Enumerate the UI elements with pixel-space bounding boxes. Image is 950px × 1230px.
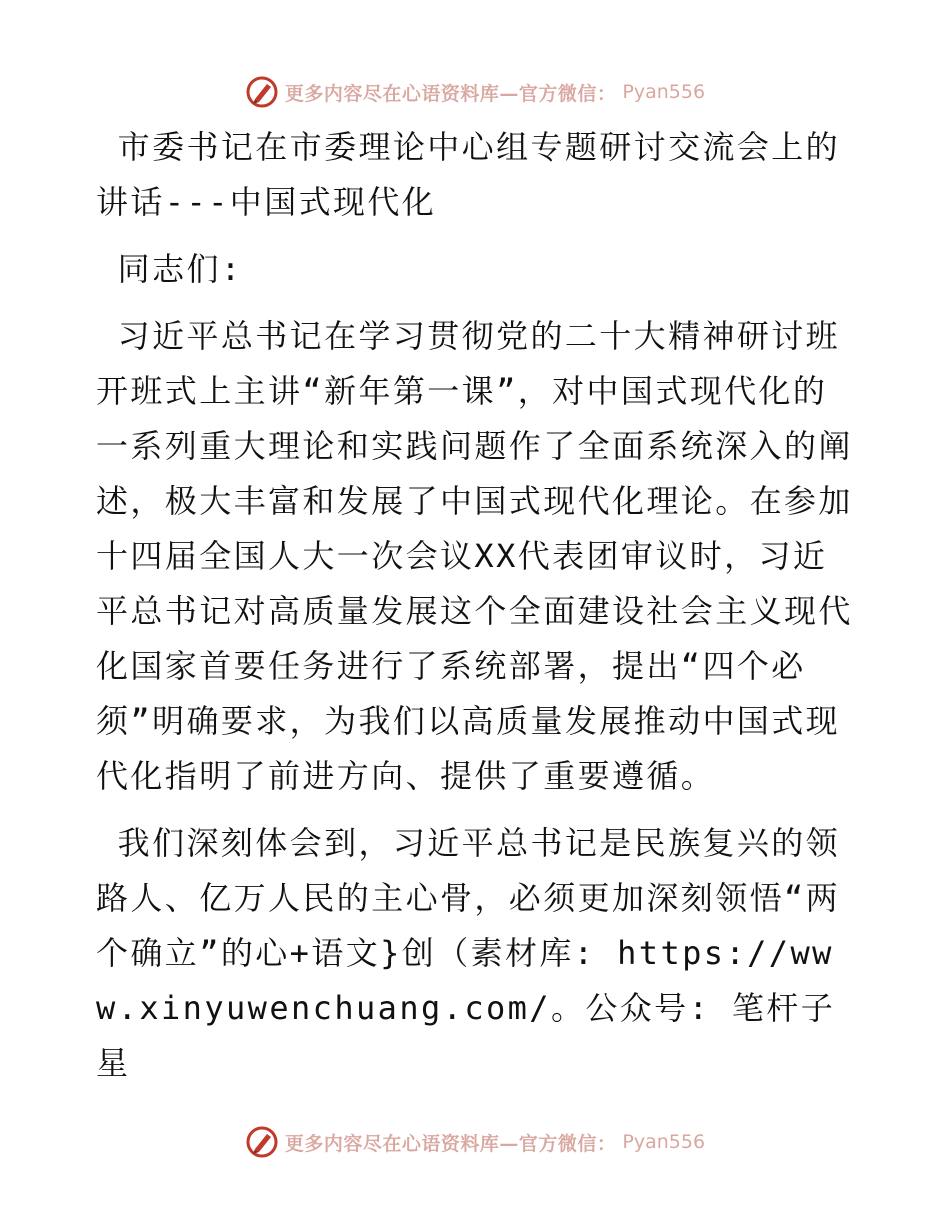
document-body <box>96 120 856 1091</box>
watermark-header <box>0 72 950 112</box>
watermark-wechat-id: Pyan556 <box>622 81 706 103</box>
watermark-wechat-id: Pyan556 <box>622 1131 706 1153</box>
watermark-footer <box>0 1122 950 1162</box>
paragraph: 习近平总书记在学习贯彻党的二十大精神研讨班开班式上主讲“新年第一课”，对中国式现代化的一系列重大理论和实践问题作了全面系统深入的阐述，极大丰富和发展了中国式现代化理论。在参加十四届全国人大一次会议XX代表团审议时，习近平总书记对高质量发展这个全面建设社会主义现代化国家首要任务进行了系统部署，提出“四个必须”明确要求，为我们以高质量发展推动中国式现代化指明了前进方向、提供了重要遵循。 <box>96 317 853 795</box>
watermark-text: 更多内容尽在心语资料库—官方微信： <box>284 82 617 105</box>
paragraph: 我们深刻体会到，习近平总书记是民族复兴的领路人、亿万人民的主心骨，必须更加深刻领悟“两个确立”的心+语文}创（素材库: https://www.xinyuwenchuang.com/。公众号: 笔杆子星 <box>96 824 841 1082</box>
pen-logo-icon <box>245 75 279 109</box>
greeting: 同志们: <box>96 250 243 288</box>
pen-logo-icon <box>245 1125 279 1159</box>
document-title: 市委书记在市委理论中心组专题研讨交流会上的讲话---中国式现代化 <box>96 128 841 221</box>
watermark-text: 更多内容尽在心语资料库—官方微信： <box>284 1132 617 1155</box>
